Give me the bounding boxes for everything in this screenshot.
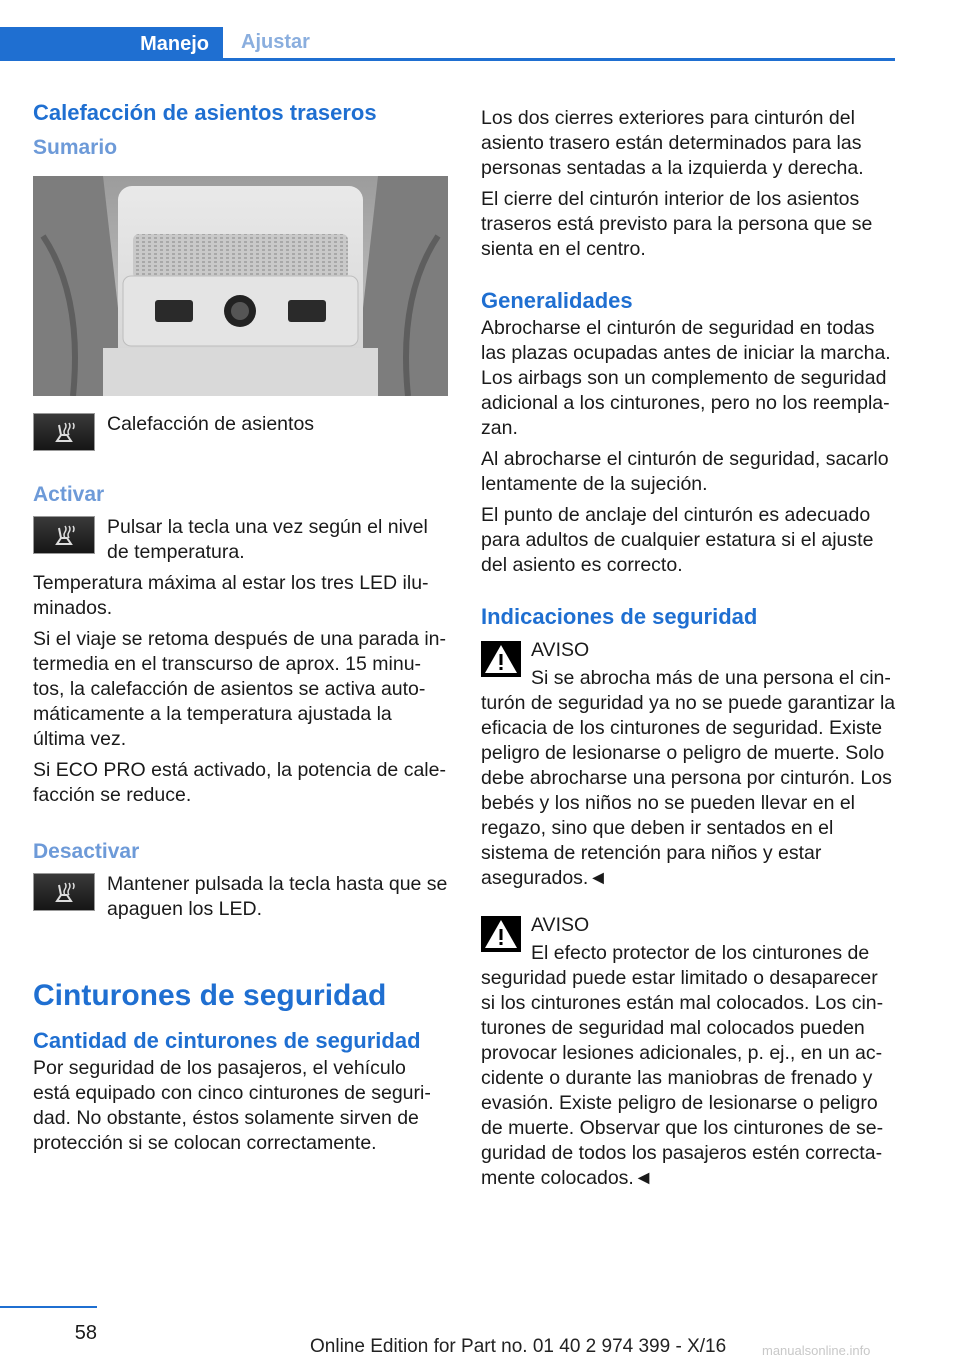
heading-cantidad: Cantidad de cinturones de seguridad [33,1028,421,1053]
seat-heating-icon [33,873,95,911]
paragraph: El punto de anclaje del cinturón es adecuado para adultos de cualquier estatura si el ajuste del asiento es correcto. [481,504,874,576]
seat-heating-icon [33,516,95,554]
paragraph: Si ECO PRO está activado, la potencia de cale-facción se reduce. [33,759,446,806]
warning-triangle-icon [481,916,521,952]
tab-ajustar[interactable]: Ajustar [241,31,310,53]
paragraph: Por seguridad de los pasajeros, el vehículo está equipado con cinco cinturones de seguri-dad. No obstante, éstos solamente sirven de protección si se colocan correctamente. [33,1057,431,1154]
rear-console-photo [33,176,448,396]
icon-row-seat-heating [33,412,448,451]
desactivar-text: Mantener pulsada la tecla hasta que se apaguen los LED. [107,873,448,920]
icon-caption: Calefacción de asientos [107,413,315,435]
heading-generalidades: Generalidades [481,288,633,313]
warning-block-1 [481,638,896,891]
heading-cinturones: Cinturones de seguridad [33,979,387,1012]
footer-rule [0,1306,97,1308]
warning-label: AVISO [531,914,590,936]
icon-row-desactivar [33,872,448,922]
paragraph: Los dos cierres exteriores para cinturón del asiento trasero están determinados para las personas sentadas a la izquierda y derecha. [481,107,864,179]
section-title: Calefacción de asientos traseros [33,100,377,125]
right-column [481,106,896,1191]
header-rule [0,58,895,61]
warning-block-2 [481,913,896,1191]
warning-text: Si se abrocha más de una persona el cin-turón de seguridad ya no se puede garantizar la eficacia de los cinturones de seguridad. Existe peligro de lesionarse o peligro de muerte. Solo debe abrocharse una persona por cinturón. Los bebés y los niños no se pueden llevar en el regazo, sino que deben ir sentados en el sistema de retención para niños y estar asegurados.◄ [481,667,896,889]
heading-indicaciones: Indicaciones de seguridad [481,604,758,629]
warning-triangle-icon [481,641,521,677]
paragraph: Al abrocharse el cinturón de seguridad, sacarlo lentamente de la sujeción. [481,448,889,495]
left-column [33,98,448,1156]
warning-text: El efecto protector de los cinturones de seguridad puede estar limitado o desaparecer si los cinturones están mal colocados. Los cin-turones de seguridad mal colocados pueden provocar lesiones adicionales, p. ej., en un ac-cidente o durante las maniobras de frenado y evasión. Existe peligro de lesionarse o peligro de muerte. Observar que los cinturones de se-guridad de todos los pasajeros estén correcta-mente colocados.◄ [481,942,884,1189]
page-number: 58 [74,1322,97,1344]
paragraph: Temperatura máxima al estar los tres LED ilu-minados. [33,572,429,619]
heading-activar: Activar [33,483,105,506]
edition-text: Online Edition for Part no. 01 40 2 974 399 - X/16 [310,1336,727,1357]
warning-label: AVISO [531,639,590,661]
paragraph: El cierre del cinturón interior de los asientos traseros está previsto para la persona que se sienta en el centro. [481,188,873,260]
header-tabs [0,27,895,61]
heading-sumario: Sumario [33,136,118,159]
seat-heating-icon [33,413,95,451]
paragraph: Abrocharse el cinturón de seguridad en todas las plazas ocupadas antes de iniciar la marcha. Los airbags son un complemento de seguridad adicional a los cinturones, pero no los reempla-zan. [481,317,891,439]
watermark: manualsonline.info [762,1343,871,1358]
icon-row-activar [33,515,448,565]
activar-text: Pulsar la tecla una vez según el nivel de temperatura. [107,516,428,563]
tab-manejo[interactable]: Manejo [0,27,223,61]
heading-desactivar: Desactivar [33,840,140,863]
paragraph: Si el viaje se retoma después de una parada in-termedia en el transcurso de aprox. 15 minu-tos, la calefacción de asientos se activa auto-máticamente a la temperatura ajustada la última vez. [33,628,447,750]
